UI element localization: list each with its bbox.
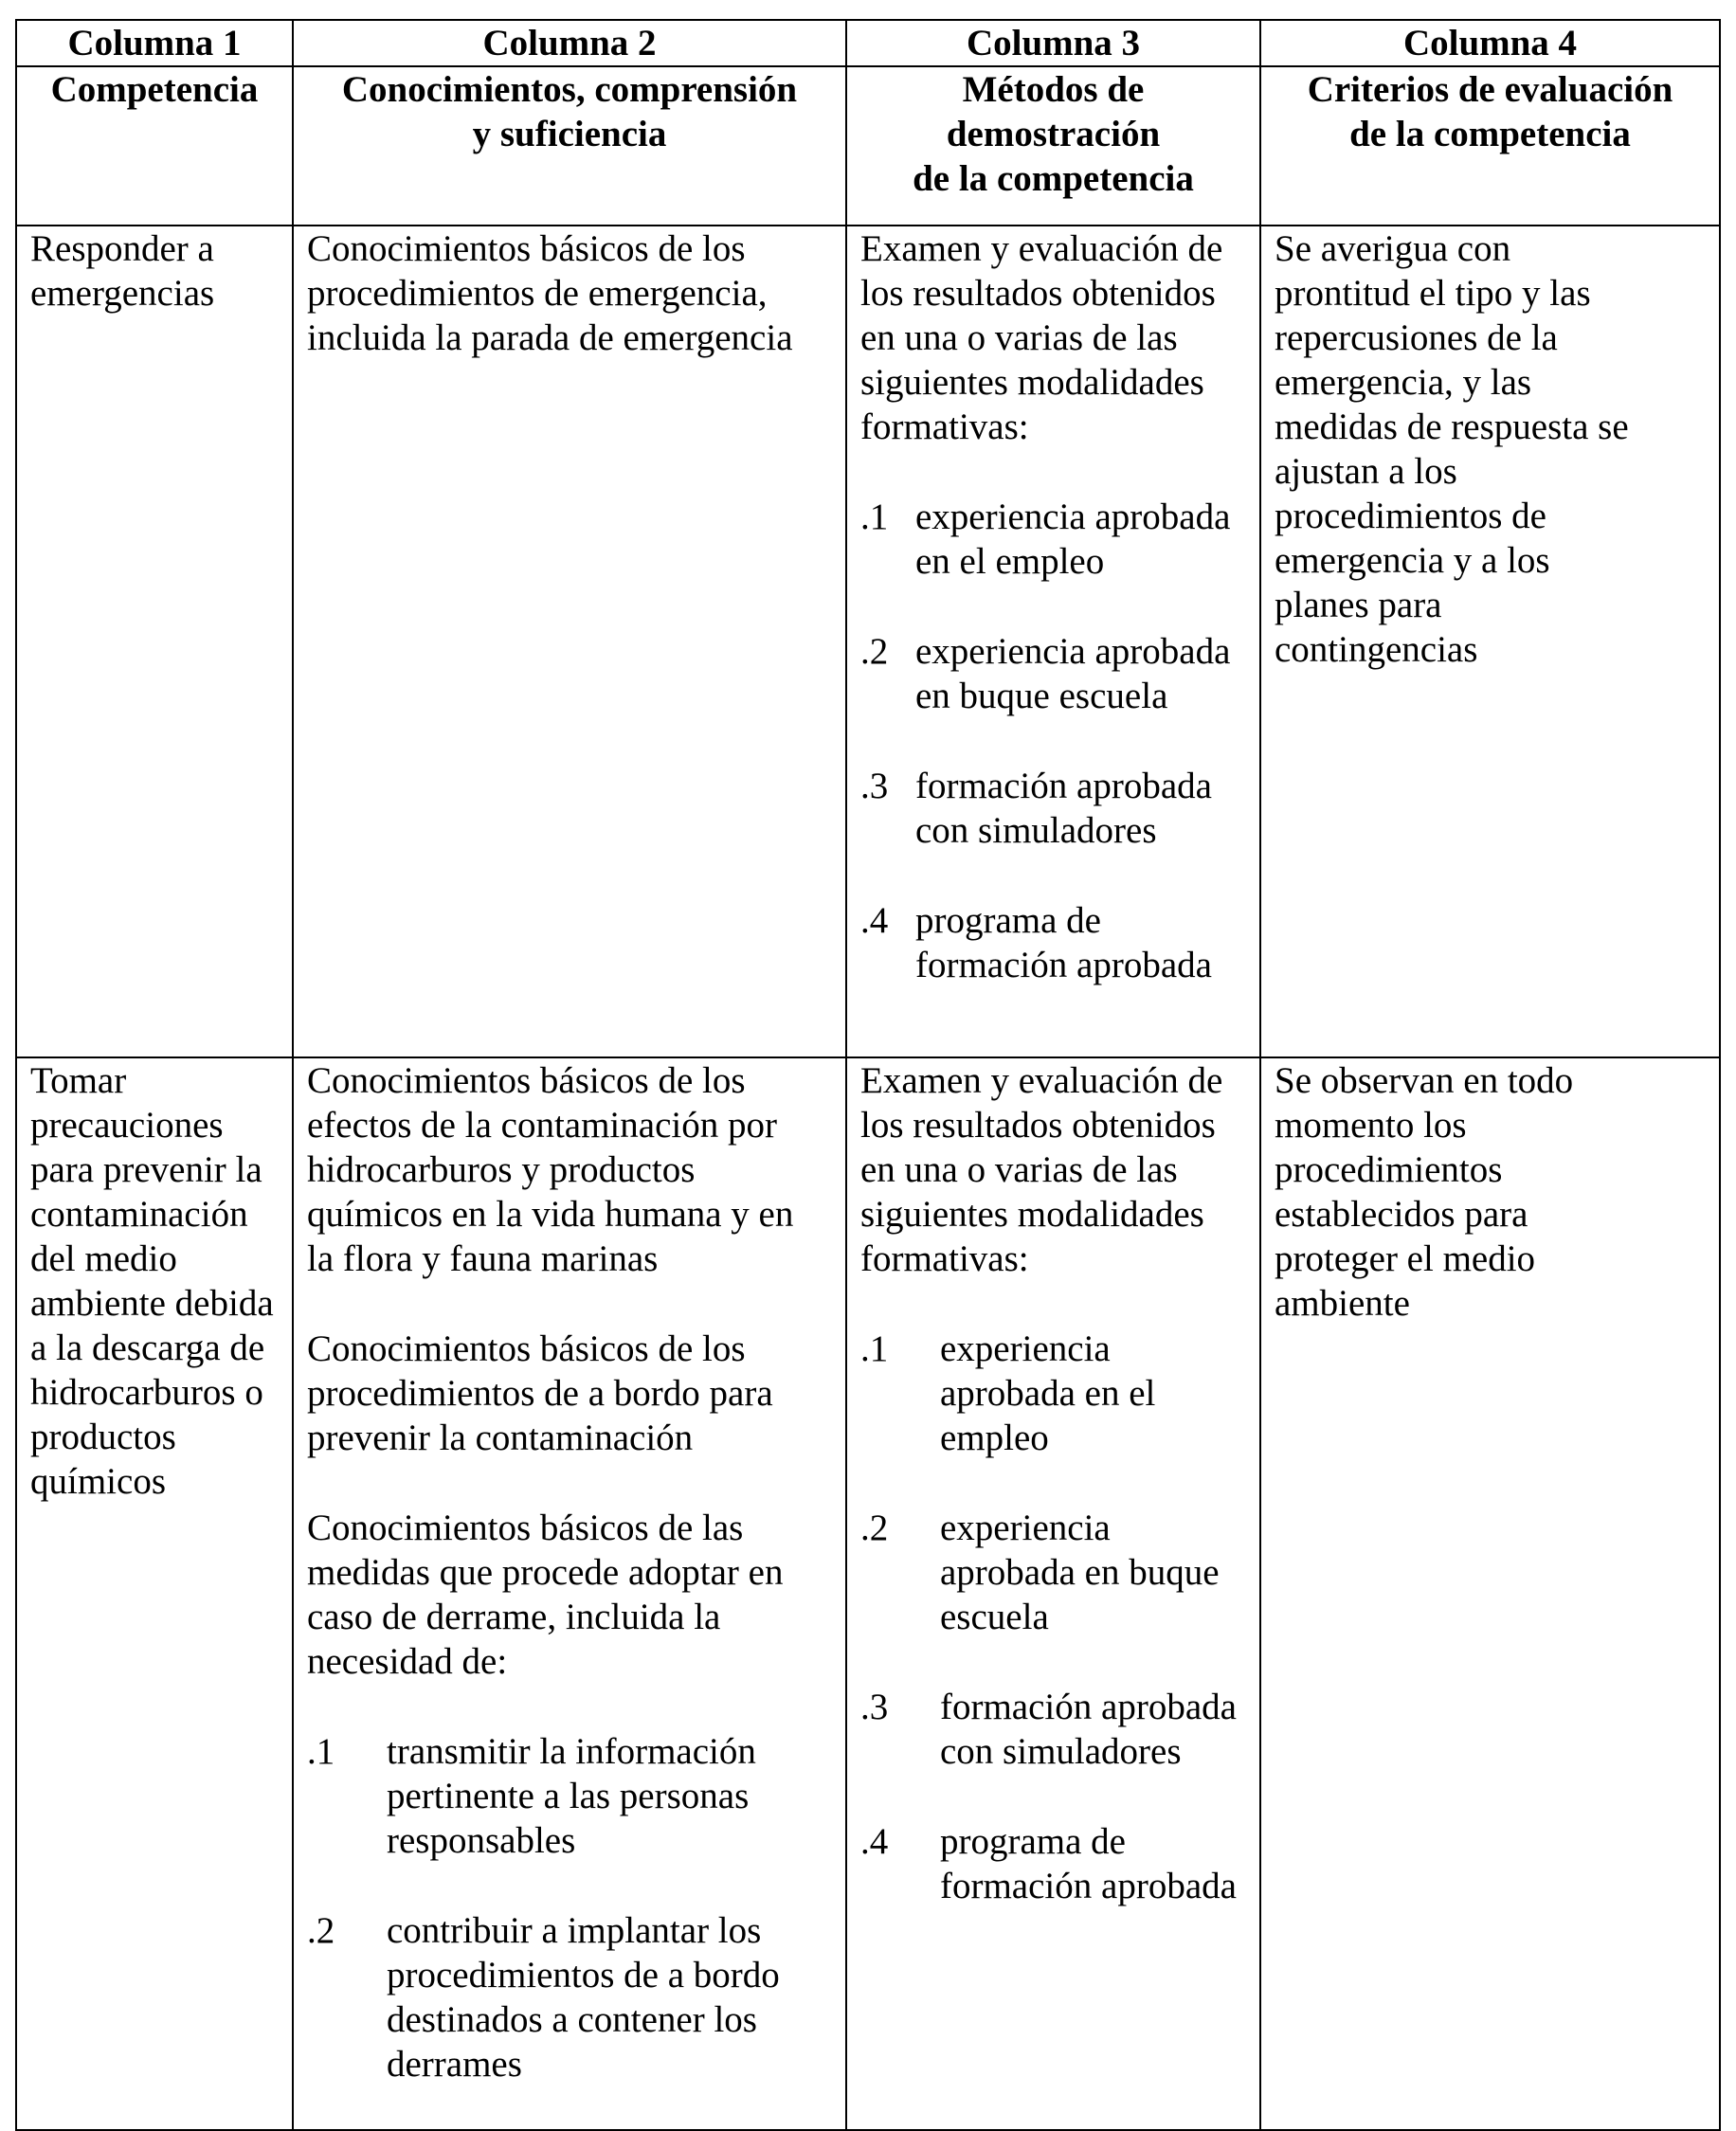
- text-line: medidas que procede adoptar en: [307, 1552, 784, 1593]
- text-line: ambiente: [1275, 1283, 1410, 1324]
- item-text: [915, 629, 1246, 718]
- text-line: Criterios de evaluación: [1307, 69, 1673, 110]
- text-line: derrames: [387, 2044, 522, 2085]
- text-line: prevenir la contaminación: [307, 1418, 694, 1458]
- text-line: químicos: [30, 1461, 166, 1502]
- text-line: formación aprobada: [940, 1866, 1237, 1906]
- column-number-3: Columna 3: [846, 20, 1260, 66]
- criterios-cell: [1260, 1057, 1720, 2130]
- text-line: Competencia: [50, 69, 259, 110]
- conocimientos-cell: [293, 1057, 846, 2130]
- competence-table: [15, 19, 1721, 2131]
- text-line: hidrocarburos o: [30, 1372, 263, 1413]
- item-text: [940, 1685, 1246, 1774]
- table-row: [16, 226, 1720, 1057]
- text-line: en una o varias de las: [860, 1149, 1178, 1190]
- item-number: .3: [860, 1687, 889, 1727]
- metodos-intro: [860, 226, 1246, 449]
- text-line: procedimientos de a bordo para: [307, 1373, 773, 1414]
- text-line: Conocimientos básicos de los: [307, 1060, 746, 1101]
- text-line: formativas:: [860, 1238, 1029, 1279]
- text-line: emergencia, y las: [1275, 362, 1532, 403]
- text-line: con simuladores: [915, 810, 1157, 851]
- text-line: emergencias: [30, 273, 215, 314]
- item-number: .1: [860, 497, 889, 537]
- list-item: [860, 1819, 1246, 1908]
- text-line: demostración: [946, 114, 1161, 154]
- item-text: [387, 1729, 832, 1863]
- conocimientos-paragraph: [307, 1058, 832, 1281]
- text-line: efectos de la contaminación por: [307, 1105, 777, 1146]
- text-line: procedimientos: [1275, 1149, 1503, 1190]
- list-item: [307, 1908, 832, 2086]
- text-line: los resultados obtenidos: [860, 273, 1216, 314]
- metodos-intro: [860, 1058, 1246, 1281]
- text-line: Conocimientos básicos de las: [307, 1508, 744, 1548]
- header-row: [16, 66, 1720, 226]
- header-conocimientos: [293, 66, 846, 226]
- text-line: siguientes modalidades: [860, 362, 1204, 403]
- item-text: [387, 1908, 832, 2086]
- list-item: [860, 764, 1246, 853]
- text-line: de la competencia: [1349, 114, 1631, 154]
- item-text: [915, 764, 1246, 853]
- text-line: siguientes modalidades: [860, 1194, 1204, 1235]
- header-competencia: [16, 66, 293, 226]
- list-item: [860, 1685, 1246, 1774]
- text-line: procedimientos de a bordo: [387, 1955, 780, 1996]
- text-line: aprobada en buque: [940, 1552, 1220, 1593]
- conocimientos-paragraph: [307, 1327, 832, 1460]
- text-line: formación aprobada: [915, 945, 1212, 985]
- text-line: precauciones: [30, 1105, 224, 1146]
- criterios-cell: [1260, 226, 1720, 1057]
- text-line: establecidos para: [1275, 1194, 1528, 1235]
- item-number: .4: [860, 1821, 889, 1862]
- metodos-cell: [846, 1057, 1260, 2130]
- text-line: con simuladores: [940, 1731, 1182, 1772]
- list-item: [860, 1506, 1246, 1639]
- competencia-cell: [16, 1057, 293, 2130]
- text-line: de la competencia: [913, 158, 1194, 199]
- text-line: hidrocarburos y productos: [307, 1149, 696, 1190]
- text-line: formativas:: [860, 406, 1029, 447]
- text-line: Conocimientos, comprensión: [341, 69, 798, 110]
- competencia-cell: [16, 226, 293, 1057]
- conocimientos-cell: [293, 226, 846, 1057]
- column-number-2: Columna 2: [293, 20, 846, 66]
- text-line: productos: [30, 1417, 176, 1457]
- text-line: Se observan en todo: [1275, 1060, 1574, 1101]
- text-line: programa de: [940, 1821, 1126, 1862]
- text-line: experiencia aprobada: [915, 631, 1231, 672]
- text-line: contingencias: [1275, 629, 1478, 670]
- item-text: [915, 898, 1246, 987]
- text-line: ambiente debida: [30, 1283, 274, 1324]
- text-line: Conocimientos básicos de los: [307, 1328, 746, 1369]
- text-line: prontitud el tipo y las: [1275, 273, 1591, 314]
- conocimientos-paragraph: [307, 226, 832, 360]
- text-line: en una o varias de las: [860, 317, 1178, 358]
- text-line: escuela: [940, 1597, 1049, 1637]
- text-line: químicos en la vida humana y en: [307, 1194, 794, 1235]
- item-number: .4: [860, 900, 889, 941]
- text-line: responsables: [387, 1820, 576, 1861]
- text-line: en buque escuela: [915, 676, 1168, 716]
- text-line: experiencia: [940, 1328, 1111, 1369]
- text-line: transmitir la información: [387, 1731, 756, 1772]
- text-line: Tomar: [30, 1060, 127, 1101]
- list-item: [860, 898, 1246, 987]
- header-criterios: [1260, 66, 1720, 226]
- text-line: formación aprobada: [940, 1687, 1237, 1727]
- column-number-row: [16, 20, 1720, 66]
- text-line: ajustan a los: [1275, 451, 1457, 492]
- item-number: .1: [307, 1731, 335, 1772]
- text-line: Se averigua con: [1275, 228, 1511, 269]
- text-line: Responder a: [30, 228, 214, 269]
- list-item: [860, 1327, 1246, 1460]
- item-number: .3: [860, 766, 889, 806]
- text-line: experiencia: [940, 1508, 1111, 1548]
- text-line: contaminación: [30, 1194, 248, 1235]
- text-line: emergencia y a los: [1275, 540, 1550, 581]
- header-metodos: [846, 66, 1260, 226]
- text-line: momento los: [1275, 1105, 1467, 1146]
- item-text: [940, 1506, 1246, 1639]
- text-line: caso de derrame, incluida la: [307, 1597, 721, 1637]
- text-line: Conocimientos básicos de los: [307, 228, 746, 269]
- text-line: a la descarga de: [30, 1327, 265, 1368]
- text-line: en el empleo: [915, 541, 1105, 582]
- list-item: [860, 495, 1246, 584]
- text-line: y suficiencia: [472, 114, 667, 154]
- text-line: la flora y fauna marinas: [307, 1238, 659, 1279]
- text-line: Examen y evaluación de: [860, 1060, 1223, 1101]
- item-number: .2: [860, 1508, 889, 1548]
- text-line: proteger el medio: [1275, 1238, 1536, 1279]
- metodos-cell: [846, 226, 1260, 1057]
- text-line: incluida la parada de emergencia: [307, 317, 793, 358]
- text-line: del medio: [30, 1238, 177, 1279]
- table-row: [16, 1057, 1720, 2130]
- text-line: repercusiones de la: [1275, 317, 1558, 358]
- text-line: necesidad de:: [307, 1641, 508, 1682]
- text-line: experiencia aprobada: [915, 497, 1231, 537]
- text-line: para prevenir la: [30, 1149, 262, 1190]
- text-line: destinados a contener los: [387, 1999, 757, 2040]
- text-line: procedimientos de emergencia,: [307, 273, 768, 314]
- item-number: .2: [860, 631, 889, 672]
- item-text: [915, 495, 1246, 584]
- text-line: los resultados obtenidos: [860, 1105, 1216, 1146]
- text-line: formación aprobada: [915, 766, 1212, 806]
- list-item: [307, 1729, 832, 1863]
- text-line: empleo: [940, 1418, 1049, 1458]
- text-line: medidas de respuesta se: [1275, 406, 1629, 447]
- text-line: procedimientos de: [1275, 496, 1546, 536]
- column-number-4: Columna 4: [1260, 20, 1720, 66]
- text-line: aprobada en el: [940, 1373, 1156, 1414]
- list-item: [860, 629, 1246, 718]
- column-number-1: Columna 1: [16, 20, 293, 66]
- item-number: .1: [860, 1328, 889, 1369]
- text-line: programa de: [915, 900, 1101, 941]
- item-text: [940, 1327, 1246, 1460]
- text-line: pertinente a las personas: [387, 1776, 750, 1816]
- text-line: Métodos de: [962, 69, 1145, 110]
- text-line: contribuir a implantar los: [387, 1910, 762, 1951]
- text-line: Examen y evaluación de: [860, 228, 1223, 269]
- item-number: .2: [307, 1910, 335, 1951]
- text-line: planes para: [1275, 585, 1442, 625]
- item-text: [940, 1819, 1246, 1908]
- conocimientos-paragraph: [307, 1506, 832, 1684]
